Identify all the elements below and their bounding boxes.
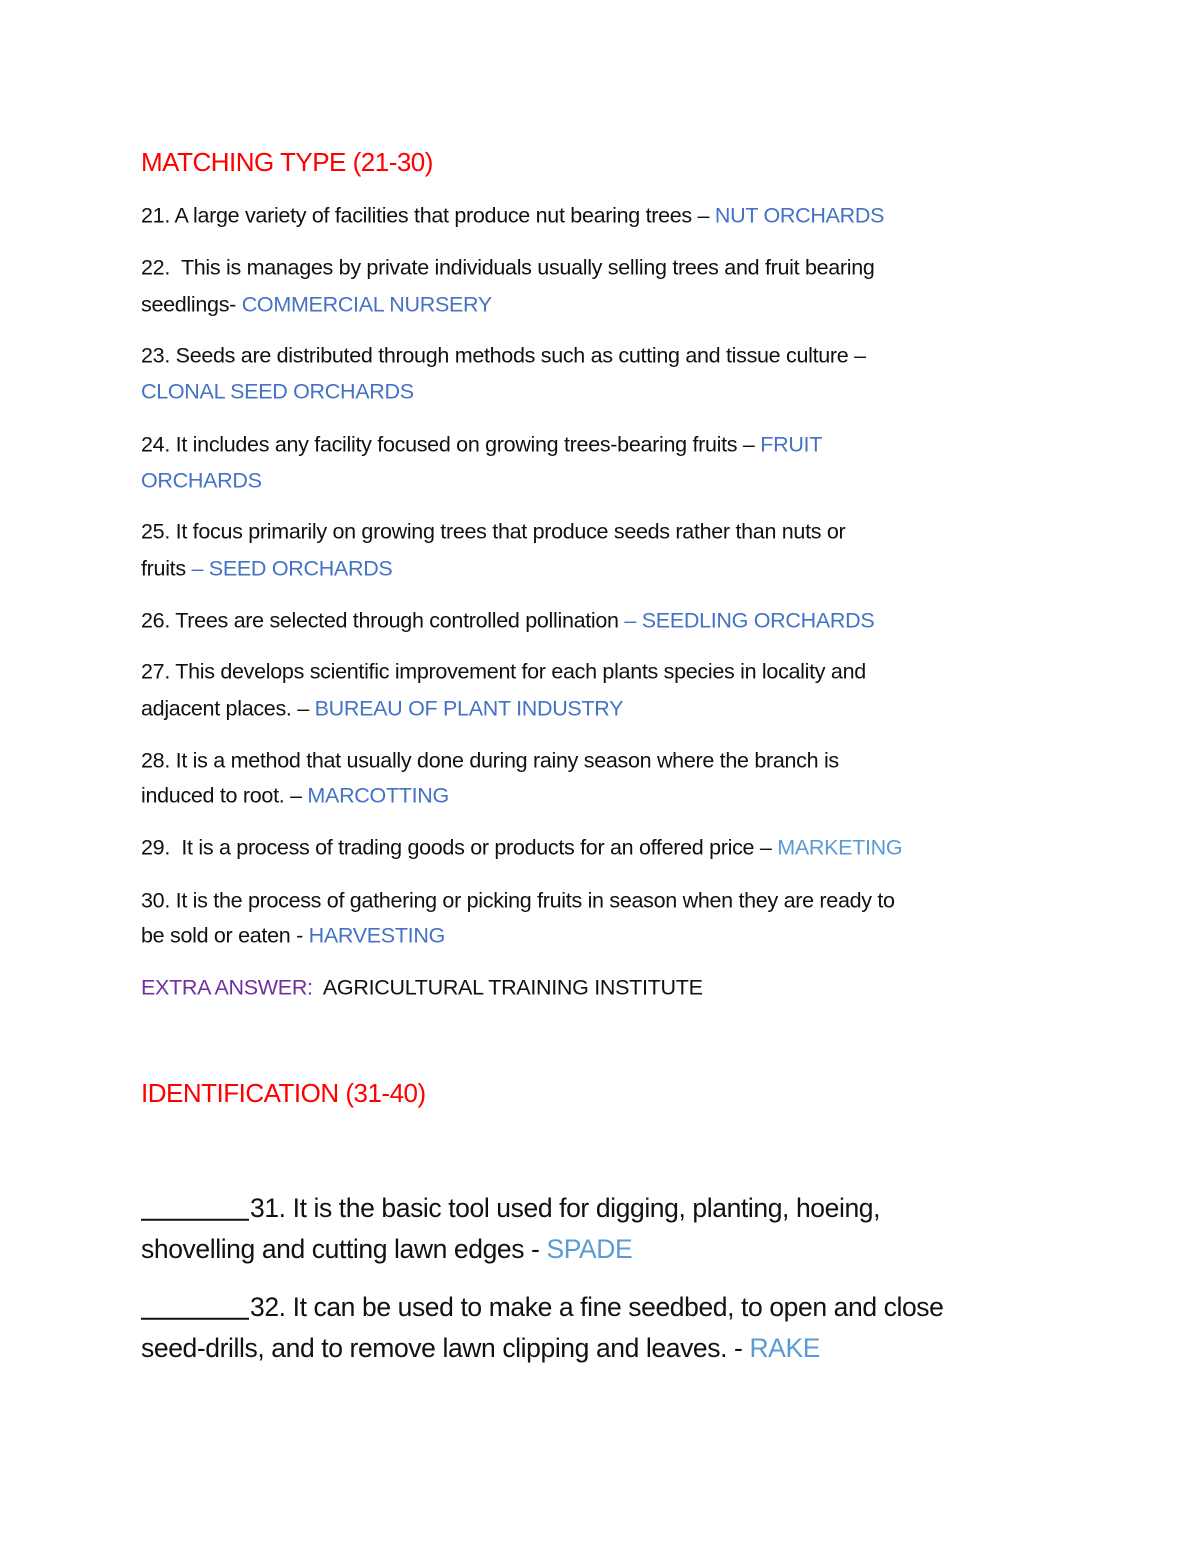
question-text: 23. Seeds are distributed through methods such as cutting and tissue culture – <box>141 343 866 368</box>
answer-blank <box>141 1219 249 1221</box>
matching-item-line <box>141 257 875 279</box>
matching-type-heading: MATCHING TYPE (21-30) <box>141 147 433 177</box>
question-text: 25. It focus primarily on growing trees that produce seeds rather than nuts or <box>141 519 846 544</box>
matching-item-line <box>141 698 623 720</box>
question-text: 32. It can be used to make a fine seedbed, to open and close <box>250 1291 944 1322</box>
answer-text: BUREAU OF PLANT INDUSTRY <box>314 696 624 721</box>
question-text: 27. This develops scientific improvement for each plants species in locality and <box>141 659 866 684</box>
answer-text: FRUIT <box>760 432 823 457</box>
answer-text: RAKE <box>749 1332 821 1363</box>
identification-item-line <box>141 1192 881 1223</box>
matching-item-line <box>141 558 392 580</box>
question-text: 22. This is manages by private individuals usually selling trees and fruit bearing <box>141 255 875 280</box>
answer-text: MARKETING <box>777 835 903 860</box>
identification-item-line <box>141 1332 821 1363</box>
extra-answer <box>141 977 703 999</box>
matching-item-line <box>141 294 492 316</box>
question-text: 26. Trees are selected through controlled pollination <box>141 608 625 633</box>
matching-item-line <box>141 785 449 807</box>
question-text: fruits <box>141 556 192 581</box>
identification-heading: IDENTIFICATION (31-40) <box>141 1078 426 1108</box>
question-text: 24. It includes any facility focused on growing trees-bearing fruits – <box>141 432 761 457</box>
matching-item-line <box>141 890 895 912</box>
question-text: induced to root. – <box>141 783 308 808</box>
question-text: 30. It is the process of gathering or picking fruits in season when they are ready to <box>141 888 895 913</box>
question-text: shovelling and cutting lawn edges - <box>141 1233 547 1264</box>
matching-item-line <box>141 381 414 403</box>
matching-item-line <box>141 750 839 772</box>
matching-item-line <box>141 610 874 632</box>
question-text: 21. A large variety of facilities that produce nut bearing trees – <box>141 203 715 228</box>
question-text: be sold or eaten - <box>141 923 309 948</box>
answer-text: – SEEDLING ORCHARDS <box>624 608 875 633</box>
answer-text: CLONAL SEED ORCHARDS <box>141 379 414 404</box>
question-text: seedlings- <box>141 292 242 317</box>
question-text: adjacent places. – <box>141 696 315 721</box>
matching-item-line <box>141 205 884 227</box>
question-text: 31. It is the basic tool used for digging, planting, hoeing, <box>250 1192 881 1223</box>
identification-item-line <box>141 1291 944 1322</box>
identification-item-line <box>141 1233 633 1264</box>
matching-item-line <box>141 661 866 683</box>
question-text: seed-drills, and to remove lawn clipping and leaves. - <box>141 1332 750 1363</box>
question-text: 28. It is a method that usually done during rainy season where the branch is <box>141 748 839 773</box>
answer-text: ORCHARDS <box>141 468 262 493</box>
answer-text: COMMERCIAL NURSERY <box>241 292 492 317</box>
answer-text: MARCOTTING <box>307 783 449 808</box>
answer-text: SPADE <box>546 1233 633 1264</box>
matching-item-line <box>141 837 902 859</box>
answer-text: NUT ORCHARDS <box>714 203 885 228</box>
answer-blank <box>141 1318 249 1320</box>
matching-item-line <box>141 470 262 492</box>
matching-item-line <box>141 925 445 947</box>
matching-item-line <box>141 434 822 456</box>
question-text: 29. It is a process of trading goods or products for an offered price – <box>141 835 778 860</box>
matching-item-line <box>141 345 866 367</box>
answer-text: HARVESTING <box>308 923 445 948</box>
matching-item-line <box>141 521 845 543</box>
answer-text: – SEED ORCHARDS <box>191 556 393 581</box>
extra-answer-value: AGRICULTURAL TRAINING INSTITUTE <box>312 975 703 1000</box>
extra-answer-label: EXTRA ANSWER: <box>141 975 313 1000</box>
